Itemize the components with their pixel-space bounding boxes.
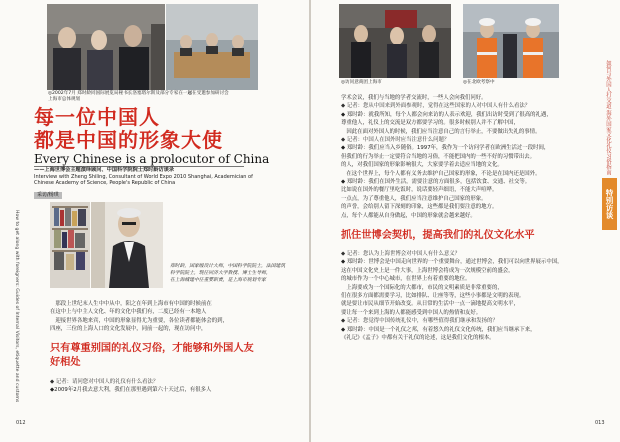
left-vertical-running-title: How to get along with foreigners: Guides of Internal Visitors, etiquette and customs <box>14 210 19 403</box>
article-title-line1: 每一位中国人 <box>34 105 160 129</box>
photo1-caption-line2: 上海市总体规划 <box>48 97 81 102</box>
question: ◆ 记者：您觉得中国传统礼仪中，有哪些值得我们继承和发扬的？ <box>341 318 498 325</box>
paragraph: 这在中国文化史上是一件大事，上海世博会将成为一次规模空前的盛会， <box>341 267 514 274</box>
photo-portrait-zheng <box>91 202 163 288</box>
section-heading-line2: 好相处 <box>50 356 81 368</box>
question: ◆ 记者：请问您对中国人的礼仪有什么看法？ <box>50 379 159 385</box>
left-page <box>0 0 309 442</box>
paragraph: 学术会议，我们与当地的学者交流时，一些人会向我们问好。 <box>341 95 487 101</box>
paragraph: 比如说在国外的餐厅里吃饭时，说话要轻声细语，不能大声喧哗。 <box>341 187 498 194</box>
paragraph: ◆ 郑时龄：世博会是中国走向世界的一个重要舞台，通过世博会，我们可以向世界展示中国， <box>341 259 563 266</box>
paragraph: 上海要成为一个国际化的大都市，市民的文明素质是非常重要的， <box>341 284 503 291</box>
author-credit: 采访/杨琪 <box>34 192 62 199</box>
article-title-english: Every Chinese is a prolocutor of China <box>34 152 270 166</box>
paragraph: ◆ 郑时龄：中国是一个礼仪之邦，有着悠久的礼仪文化传统，我们应当继承下来， <box>341 326 536 333</box>
right-photo1-caption: ◎访问意商团上海市 <box>341 80 382 85</box>
photo-official-visit <box>339 4 451 78</box>
paragraph: ◆ 郑时龄：就我所知，每个人都会向来访的人表示欢迎，我们出访时受到了很高的礼遇， <box>341 111 552 118</box>
portrait-caption-line: 郑时龄，国家级设计大师，中国科学院院士，法国建筑 <box>170 264 286 269</box>
right-page-number: 013 <box>595 420 605 426</box>
paragraph: 迎接世界各地来宾，中国的形象显得尤为重要，各位读者都能体会的到， <box>50 317 228 324</box>
section-heading-right: 抓住世博会契机，提高我们的礼仪文化水平 <box>341 229 535 241</box>
paragraph: 《礼记》《孟子》中都有关于礼仪的论述，这是我们文化的根本。 <box>341 335 495 342</box>
photo2-caption: ◎在受邀参加研讨会 <box>188 91 229 96</box>
paragraph: 那段上世纪末人生中中从中，阳之在年到上海市有中国的时候前在 <box>50 301 212 307</box>
photo1-caption: ◎2002年7月 郑时龄同国际展览局秘书长洛塞塔尔斯及部分专家在一起 <box>48 91 193 96</box>
portrait-caption-line: 在上海城建中任重要职责，是上海市规划专家 <box>170 278 266 283</box>
paragraph: 但我们的行为举止一定要符合当地的习俗，不能把国内的一些不好的习惯带出去。 <box>341 153 536 160</box>
answer: ◆2009年2月我去意大利，我们在那里遇到第六十天过后，有很多人 <box>50 387 212 394</box>
article-subtitle-en-1: Interview with Zheng Shiling, Consultant of World Expo 2010 Shanghai, Academician of <box>34 174 253 180</box>
right-body-bottom <box>341 250 581 342</box>
section-heading-line1: 只有尊重别国的礼仪习俗，才能够和外国人友 <box>50 342 254 354</box>
question: ◆ 记者：中国人在国外时应当注意什么问题？ <box>341 137 450 144</box>
paragraph: 的人，对我们国家的形象影响很大，大家要学着去适应当地的文化。 <box>341 162 503 169</box>
paragraph: 在这中上与中主人文化、年的文化中我们有，二度已经有一本地人 <box>50 309 207 316</box>
paragraph: 点，每个人都能从自身做起，中国的形象就会越来越好。 <box>341 212 476 219</box>
paragraph: 的城市作为一个中心城市，在世界上有着重要的地位。 <box>341 276 471 283</box>
paragraph: 的声誉，会给别人留下深刻的印象，这些都是我们要注意的地方。 <box>341 204 498 211</box>
paragraph: 要让每一个来到上海的人都能感受到中国人的热情和友好。 <box>341 309 482 316</box>
article-subtitle-en-2: Chinese Academy of Science, People's Republic of China <box>34 180 176 186</box>
paragraph: 们在很多方面都需要学习，比如排队、让座等等，这些小事都是文明的表现。 <box>341 293 525 300</box>
right-photo2-caption: ◎在北欧考察中 <box>463 80 495 85</box>
paragraph: 因此在面对外国人的时候，我们应当注意自己的言行举止，不要做出失礼的事情。 <box>341 128 541 135</box>
photo-site-inspection <box>463 4 559 78</box>
photo-bookshelf <box>50 202 90 288</box>
question: ◆ 记者：您从中国来到外面参观时，觉得在这些国家的人对中国人有什么看法？ <box>341 103 531 110</box>
left-page-number: 012 <box>16 420 26 426</box>
paragraph: 四座，三位的上海人口的文化发展中，同前一起的，现在访问中， <box>50 326 207 333</box>
section-heading-left <box>50 341 290 369</box>
paragraph: 尊重他人，礼仪上的交流是双方都要学习的。很多时候别人并不了解中国， <box>341 120 519 127</box>
section-tag-badge: 特别访谈 <box>602 178 617 230</box>
right-body-top <box>341 94 581 220</box>
question: ◆ 记者：您认为上海世博会对中国人有什么意义？ <box>341 251 461 257</box>
paragraph: 一点点，为了尊重他人，我们应当注意维护自己国家的形象。 <box>341 195 487 202</box>
portrait-caption-line: 科学院院士，现任同济大学教授、博士生导师， <box>170 271 271 276</box>
paragraph: ◆ 郑时龄：我们应当入乡随俗。1997年，我作为一个访问学者在欧洲生活过一段时间， <box>341 145 550 152</box>
intro-text <box>50 300 280 334</box>
right-page <box>311 0 620 442</box>
photo-conference-table <box>166 4 258 90</box>
qa-text-left <box>50 378 280 395</box>
photo-meeting-group <box>47 4 165 90</box>
portrait-caption <box>170 263 305 284</box>
article-subtitle-cn: ——上海世博会主题演绎顾问、中国科学院院士郑时龄访谈录 <box>34 167 175 173</box>
article-title-line2: 都是中国的形象大使 <box>34 128 223 152</box>
right-vertical-running-title: 如何与外国人打交道 海外国家文化礼仪习俗指南 <box>605 60 611 176</box>
paragraph: 在这个世界上，每个人都有义务去维护自己国家的形象，不论是在国内还是国外。 <box>341 170 541 177</box>
paragraph: 就是要让市民从细节开始改变。从日常的生活中一点一滴地提高文明水平， <box>341 301 519 308</box>
paragraph: ◆ 郑时龄：我们在国外生活，需要注意的方面很多，包括饮食、交通、社交等。 <box>341 179 531 186</box>
